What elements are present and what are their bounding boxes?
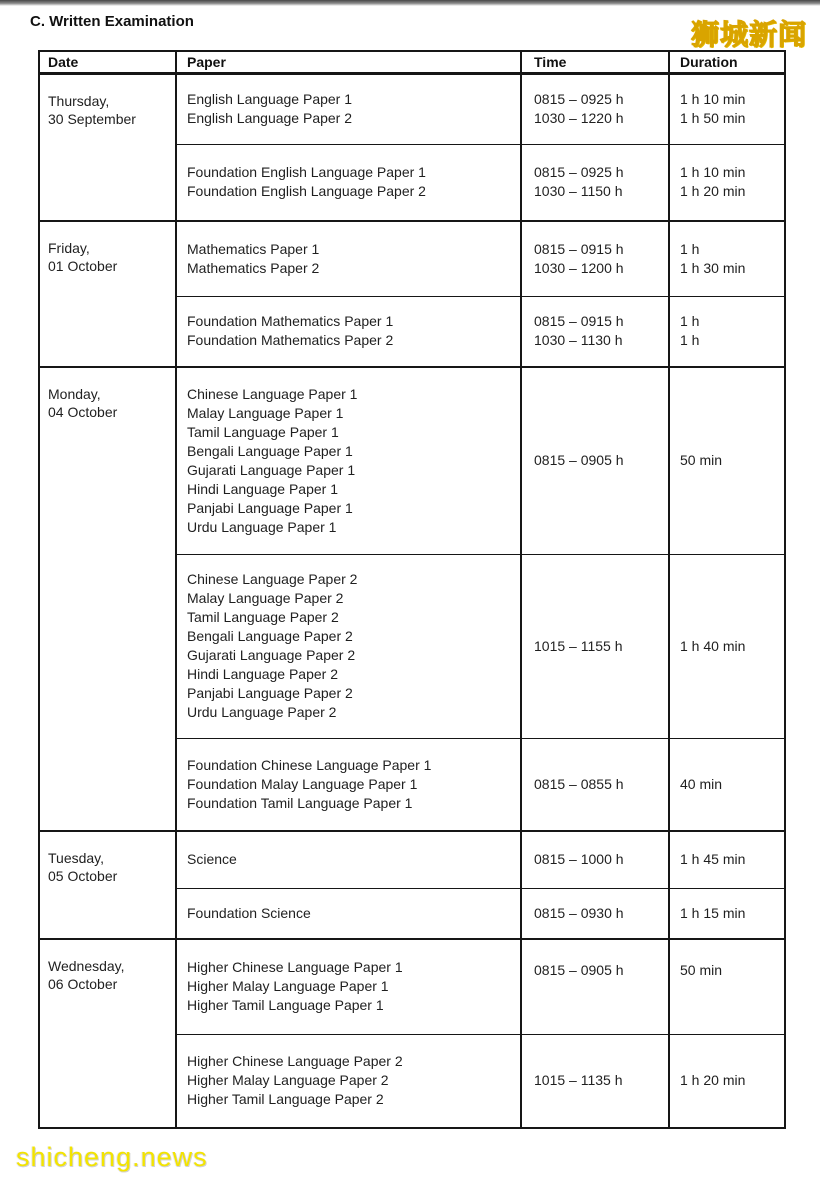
paper-line: Gujarati Language Paper 1 — [187, 461, 356, 478]
date-cell — [39, 367, 176, 831]
time-line: 0815 – 0905 h — [534, 962, 624, 978]
time-cell — [521, 296, 669, 367]
time-cell — [521, 1034, 669, 1128]
duration-line: 1 h 45 min — [680, 851, 746, 868]
time-cell — [521, 738, 669, 831]
paper-line: Chinese Language Paper 2 — [187, 571, 358, 587]
duration-line: 1 h — [680, 313, 700, 330]
time-line: 0815 – 0855 h — [534, 775, 624, 792]
time-cell — [521, 221, 669, 296]
paper-cell — [176, 831, 521, 888]
watermark-site-url: shicheng.news — [16, 1142, 208, 1172]
paper-line: Foundation Tamil Language Paper 1 — [187, 794, 413, 811]
date-line: Thursday, — [48, 92, 110, 109]
paper-cell — [176, 221, 521, 296]
duration-cell — [669, 1034, 785, 1128]
time-line: 0815 – 0925 h — [534, 91, 624, 107]
date-cell — [39, 939, 176, 1128]
paper-line: Foundation English Language Paper 1 — [187, 164, 426, 181]
paper-line: Malay Language Paper 2 — [187, 590, 344, 606]
duration-cell — [669, 738, 785, 831]
paper-line: English Language Paper 1 — [187, 91, 353, 107]
paper-line: Higher Malay Language Paper 2 — [187, 1072, 389, 1089]
time-line: 0815 – 0925 h — [534, 164, 624, 181]
paper-cell — [176, 296, 521, 367]
paper-line: Urdu Language Paper 2 — [187, 704, 337, 720]
paper-line: Panjabi Language Paper 1 — [187, 499, 353, 516]
duration-cell — [669, 73, 785, 144]
time-cell — [521, 73, 669, 144]
exam-row — [39, 221, 785, 296]
paper-cell — [176, 367, 521, 554]
time-line: 1015 – 1155 h — [534, 637, 623, 654]
paper-line: Urdu Language Paper 1 — [187, 518, 337, 535]
duration-line: 1 h 20 min — [680, 1072, 746, 1089]
duration-line: 40 min — [680, 775, 723, 792]
time-cell — [521, 554, 669, 738]
duration-line: 1 h 30 min — [680, 259, 746, 276]
time-line: 0815 – 0930 h — [534, 904, 624, 921]
date-line: Tuesday, — [48, 850, 105, 866]
duration-cell — [669, 367, 785, 554]
paper-line: Higher Tamil Language Paper 2 — [187, 1091, 384, 1108]
duration-cell — [669, 296, 785, 367]
paper-line: Foundation Mathematics Paper 1 — [187, 313, 394, 330]
column-header-duration: Duration — [669, 51, 785, 73]
exam-row — [39, 367, 785, 554]
paper-line: Hindi Language Paper 1 — [187, 480, 339, 497]
time-line: 0815 – 0915 h — [534, 240, 624, 257]
column-header-time: Time — [521, 51, 669, 73]
exam-row — [39, 73, 785, 144]
time-line: 1030 – 1130 h — [534, 332, 623, 349]
exam-row — [39, 831, 785, 888]
date-line: Monday, — [48, 386, 101, 402]
time-line: 1030 – 1200 h — [534, 259, 624, 276]
paper-cell — [176, 1034, 521, 1128]
paper-cell — [176, 73, 521, 144]
duration-cell — [669, 144, 785, 221]
paper-line: Tamil Language Paper 2 — [187, 609, 339, 625]
paper-cell — [176, 939, 521, 1034]
duration-line: 1 h 20 min — [680, 183, 746, 200]
paper-line: Mathematics Paper 1 — [187, 240, 320, 257]
date-line: Friday, — [48, 240, 90, 256]
paper-cell — [176, 144, 521, 221]
duration-line: 1 h 40 min — [680, 637, 746, 654]
scan-edge-shadow — [0, 0, 820, 6]
paper-line: Panjabi Language Paper 2 — [187, 685, 353, 701]
paper-line: Foundation Chinese Language Paper 1 — [187, 756, 432, 773]
paper-line: Higher Chinese Language Paper 1 — [187, 959, 403, 976]
exam-table-body — [39, 73, 785, 1128]
duration-line: 1 h 15 min — [680, 904, 746, 921]
duration-cell — [669, 554, 785, 738]
duration-line: 50 min — [680, 452, 723, 469]
time-cell — [521, 144, 669, 221]
paper-line: Gujarati Language Paper 2 — [187, 647, 356, 663]
date-line: 01 October — [48, 258, 118, 274]
duration-line: 1 h — [680, 240, 700, 257]
paper-line: Foundation Science — [187, 904, 311, 921]
paper-line: Higher Malay Language Paper 1 — [187, 978, 389, 995]
time-line: 0815 – 1000 h — [534, 851, 624, 868]
duration-cell — [669, 939, 785, 1034]
time-line: 1015 – 1135 h — [534, 1072, 623, 1089]
column-header-date: Date — [39, 51, 176, 73]
time-line: 0815 – 0915 h — [534, 313, 624, 330]
paper-line: Foundation Mathematics Paper 2 — [187, 332, 394, 349]
date-line: 06 October — [48, 976, 118, 992]
date-line: 04 October — [48, 404, 118, 420]
time-line: 0815 – 0905 h — [534, 452, 624, 469]
date-cell — [39, 221, 176, 367]
time-line: 1030 – 1150 h — [534, 183, 623, 200]
paper-line: English Language Paper 2 — [187, 110, 353, 126]
paper-line: Foundation Malay Language Paper 1 — [187, 775, 418, 792]
paper-cell — [176, 554, 521, 738]
duration-cell — [669, 221, 785, 296]
duration-line: 1 h 10 min — [680, 164, 746, 181]
paper-line: Bengali Language Paper 2 — [187, 628, 353, 644]
exam-timetable — [38, 50, 786, 1129]
duration-line: 50 min — [680, 962, 723, 978]
paper-line: Bengali Language Paper 1 — [187, 442, 353, 459]
header-row — [39, 51, 785, 73]
paper-line: Chinese Language Paper 1 — [187, 385, 358, 402]
paper-cell — [176, 738, 521, 831]
duration-cell — [669, 831, 785, 888]
time-cell — [521, 888, 669, 939]
page-title: C. Written Examination — [30, 13, 194, 30]
duration-cell — [669, 888, 785, 939]
time-cell — [521, 939, 669, 1034]
time-cell — [521, 367, 669, 554]
paper-line: Hindi Language Paper 2 — [187, 666, 339, 682]
paper-line: Higher Chinese Language Paper 2 — [187, 1053, 403, 1070]
paper-line: Higher Tamil Language Paper 1 — [187, 997, 384, 1014]
duration-line: 1 h 10 min — [680, 91, 746, 107]
paper-cell — [176, 888, 521, 939]
date-cell — [39, 831, 176, 939]
column-header-paper: Paper — [176, 51, 521, 73]
duration-line: 1 h 50 min — [680, 110, 746, 126]
paper-line: Tamil Language Paper 1 — [187, 423, 339, 440]
date-line: 05 October — [48, 868, 118, 884]
time-cell — [521, 831, 669, 888]
exam-row — [39, 939, 785, 1034]
paper-line: Foundation English Language Paper 2 — [187, 183, 426, 200]
date-cell — [39, 73, 176, 221]
date-line: 30 September — [48, 110, 136, 127]
time-line: 1030 – 1220 h — [534, 110, 624, 126]
paper-line: Science — [187, 851, 237, 868]
watermark-sitename-cn: 狮城新闻 — [690, 19, 807, 50]
paper-line: Malay Language Paper 1 — [187, 404, 344, 421]
paper-line: Mathematics Paper 2 — [187, 259, 320, 276]
date-line: Wednesday, — [48, 958, 125, 974]
duration-line: 1 h — [680, 332, 700, 349]
